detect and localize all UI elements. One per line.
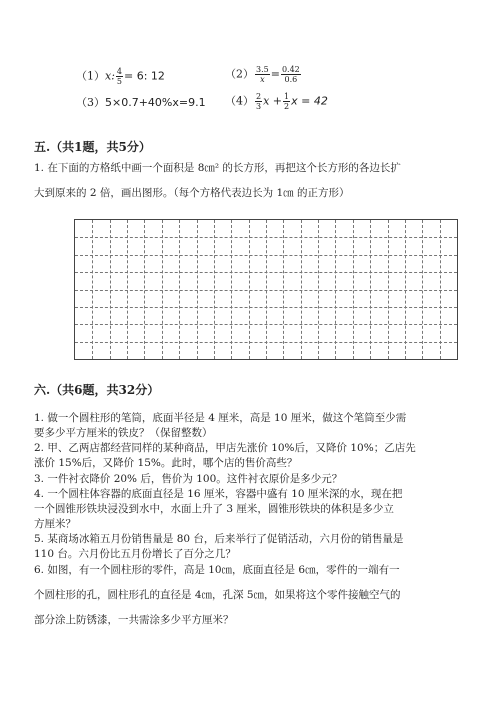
equation-1-lhs: x:: [105, 69, 115, 83]
section-5-title: 五.（共1题，共5分）: [34, 140, 151, 154]
section-6-line-11: 6. 如图，有一个圆柱形的零件，高是 10㎝，底面直径是 6㎝，零件的一端有一: [34, 564, 400, 576]
section-6-line-10: 110 台。六月份比五月份增长了百分之几？: [34, 548, 236, 560]
section-6-line-9: 5. 某商场冰箱五月份销售量是 80 台，后来举行了促销活动，六月份的销售量是: [34, 533, 404, 545]
equation-1: [76, 67, 165, 86]
section-6-line-4: 涨价 15%后，又降价 15%。此时，哪个店的售价高些？: [34, 457, 298, 469]
equation-1-rhs: = 6: 12: [124, 69, 165, 83]
section-6-line-2: 要多少平方厘米的铁皮？（保留整数）: [34, 427, 213, 439]
section-6-title: 六.（共6题，共32分）: [34, 383, 160, 397]
section-6-line-12: 个圆柱形的孔，圆柱形孔的直径是 4㎝，孔深 5㎝，如果将这个零件接触空气的: [34, 589, 401, 601]
equation-2-fraction-left: $\frac{3.5}{x}$: [256, 65, 269, 84]
equation-2-number: （2）: [225, 67, 254, 81]
equation-4-fraction-right: $\frac{1}{2}$: [284, 92, 290, 111]
section-6-line-1: 1. 做一个圆柱形的笔筒，底面半径是 4 厘米，高是 10 厘米，做这个笔筒至少需: [34, 412, 407, 424]
section-6-line-7: 一个圆锥形铁块浸没到水中，水面上升了 3 厘米，圆锥形铁块的体积是多少立: [34, 503, 394, 515]
equation-3-number: （3）: [76, 96, 105, 109]
equation-1-fraction: $\frac{4}{5}$: [116, 67, 123, 86]
equation-3-text: 5×0.7+40%x=9.1: [105, 96, 206, 109]
section-6-line-3: 2. 甲、乙两店都经营同样的某种商品，甲店先涨价 10%后，又降价 10%；乙店先: [34, 442, 416, 454]
equation-2-fraction-right: $\frac{0.42}{0.6}$: [281, 65, 300, 84]
equation-2: （2） $\frac{3.5}{x}=$ $\frac{0.42}{0.6}$: [225, 65, 300, 84]
equation-3: [76, 94, 206, 110]
section-5-question-line-2: 大到原来的 2 倍，画出图形。（每个方格代表边长为 1㎝ 的正方形）: [34, 187, 350, 199]
grid-paper[interactable]: [74, 219, 458, 360]
grid-line-horizontal: [75, 237, 457, 238]
equation-4-fraction-left: $\frac{2}{3}$: [256, 92, 262, 111]
equation-1-number: （1）: [76, 69, 105, 83]
grid-line-horizontal: [75, 255, 457, 256]
grid-line-horizontal: [75, 307, 457, 308]
grid-line-horizontal: [75, 324, 457, 325]
section-5-question-line-1: 1. 在下面的方格纸中画一个面积是 8㎝² 的长方形，再把这个长方形的各边长扩: [34, 162, 401, 174]
grid-line-horizontal: [75, 290, 457, 291]
section-6-line-5: 3. 一件衬衣降价 20% 后，售价为 100。这件衬衣原价是多少元？: [34, 473, 343, 485]
equation-4-number: （4）: [225, 94, 254, 108]
grid-line-horizontal: [75, 342, 457, 343]
section-6-line-8: 方厘米？: [34, 518, 76, 530]
grid-line-horizontal: [75, 272, 457, 273]
section-6-line-13: 部分涂上防锈漆，一共需涂多少平方厘米？: [34, 614, 234, 626]
section-6-line-6: 4. 一个圆柱体容器的底面直径是 16 厘米，容器中盛有 10 厘米深的水，现在把: [34, 488, 403, 500]
equation-4: （4） $\frac{2}{3}$ x + $\frac{1}{2}$ x = 42: [225, 92, 328, 111]
